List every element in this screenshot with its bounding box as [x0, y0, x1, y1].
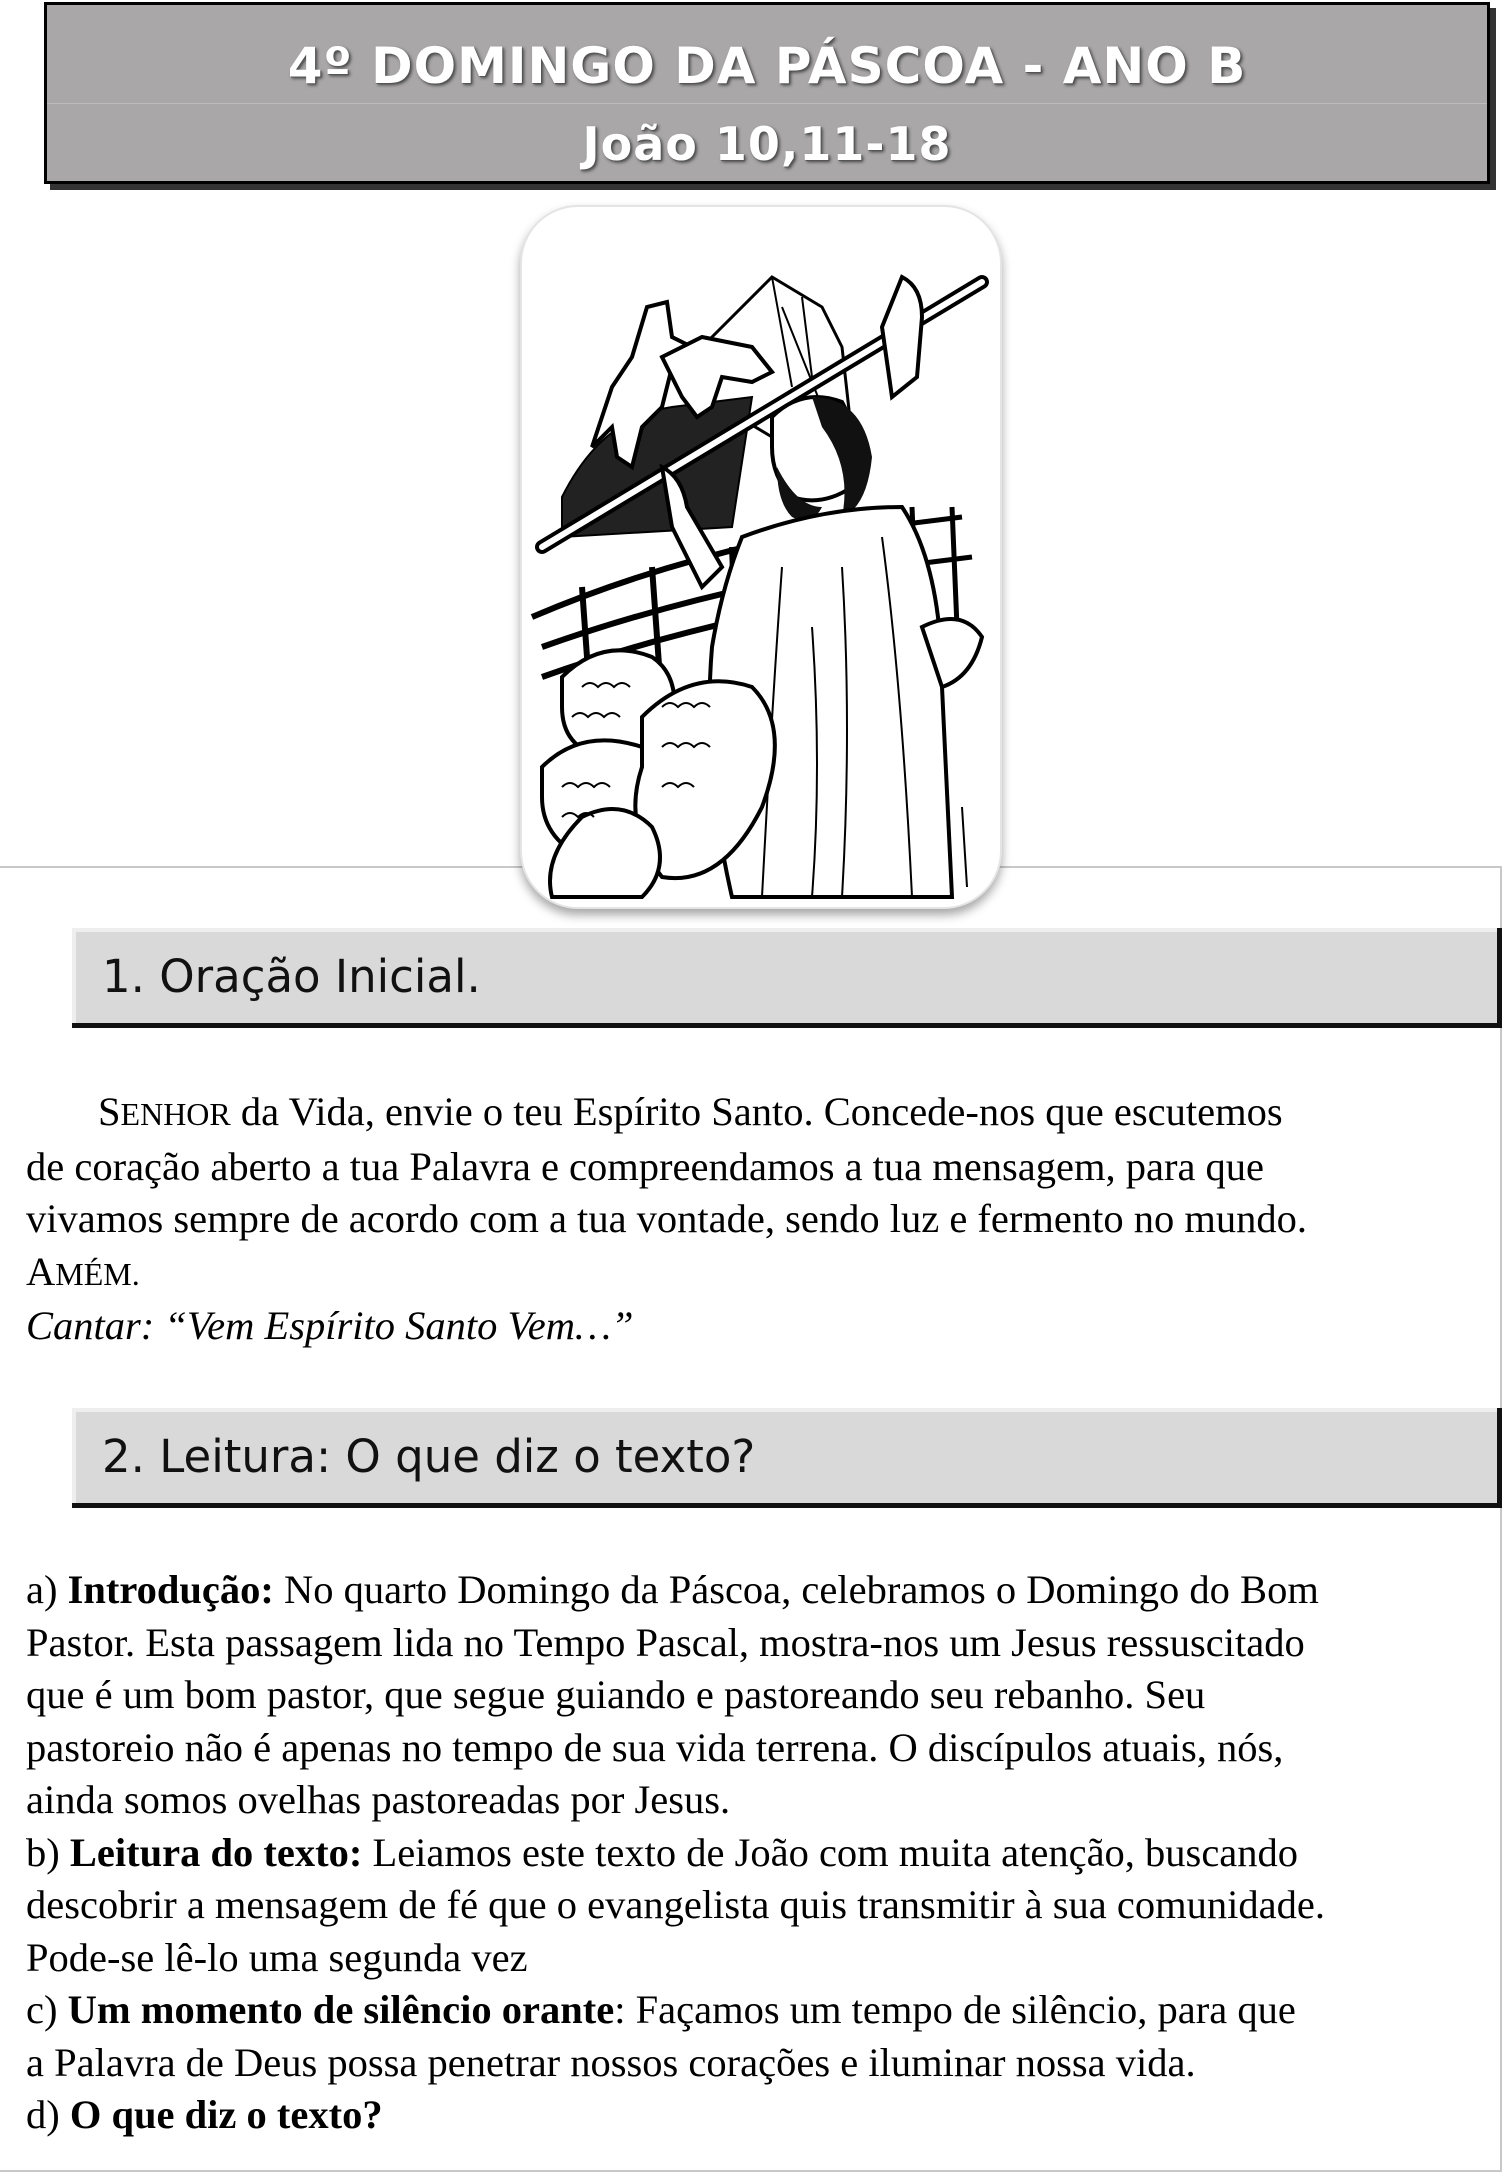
item-d-line-1: d) O que diz o texto?	[26, 2092, 383, 2137]
section-heading-oracao-inicial	[72, 928, 1502, 1028]
song-line: Cantar: “Vem Espírito Santo Vem…”	[26, 1303, 634, 1348]
item-b-line-1: b) Leitura do texto: Leiamos este texto de João com muita atenção, buscando	[26, 1829, 1299, 1875]
item-a-line-4: pastoreio não é apenas no tempo de sua vida terrena. O discípulos atuais, nós,	[26, 1724, 1284, 1770]
prayer-line-1: SENHOR da Vida, envie o teu Espírito Santo. Concede-nos que escutemos	[98, 1089, 1283, 1134]
page-title: 4º DOMINGO DA PÁSCOA - ANO B	[287, 37, 1247, 95]
section-heading-leitura	[72, 1408, 1502, 1508]
good-shepherd-illustration	[520, 205, 1002, 909]
shepherd-drawing-icon	[522, 207, 1000, 907]
item-a-line-2: Pastor. Esta passagem lida no Tempo Pascal, mostra-nos um Jesus ressuscitado	[26, 1619, 1305, 1665]
prayer-line-2: de coração aberto a tua Palavra e compreendamos a tua mensagem, para que	[26, 1143, 1265, 1189]
item-a-line-5: ainda somos ovelhas pastoreadas por Jesus.	[26, 1777, 731, 1822]
title-divider	[47, 103, 1487, 104]
opening-prayer	[26, 1086, 1470, 1353]
item-c-line-2: a Palavra de Deus possa penetrar nossos corações e iluminar nossa vida.	[26, 2039, 1196, 2085]
amen-line: AMÉM.	[26, 1248, 140, 1294]
item-a-line-3: que é um bom pastor, que segue guiando e pastoreando seu rebanho. Seu	[26, 1672, 1206, 1717]
item-b-line-3: Pode-se lê-lo uma segunda vez	[26, 1934, 528, 1980]
reading-instructions	[26, 1564, 1470, 2142]
section-heading-text: 1. Oração Inicial.	[102, 950, 481, 1003]
prayer-line-3: vivamos sempre de acordo com a tua vontade, sendo luz e fermento no mundo.	[26, 1196, 1307, 1241]
item-a-line-1: a) Introdução: No quarto Domingo da Páscoa, celebramos o Domingo do Bom	[26, 1567, 1319, 1612]
section-heading-text: 2. Leitura: O que diz o texto?	[102, 1430, 756, 1483]
gospel-reference: João 10,11-18	[582, 117, 952, 171]
item-c-line-1: c) Um momento de silêncio orante: Façamos um tempo de silêncio, para que	[26, 1987, 1296, 2032]
item-b-line-2: descobrir a mensagem de fé que o evangelista quis transmitir à sua comunidade.	[26, 1882, 1325, 1927]
title-banner	[44, 2, 1490, 184]
